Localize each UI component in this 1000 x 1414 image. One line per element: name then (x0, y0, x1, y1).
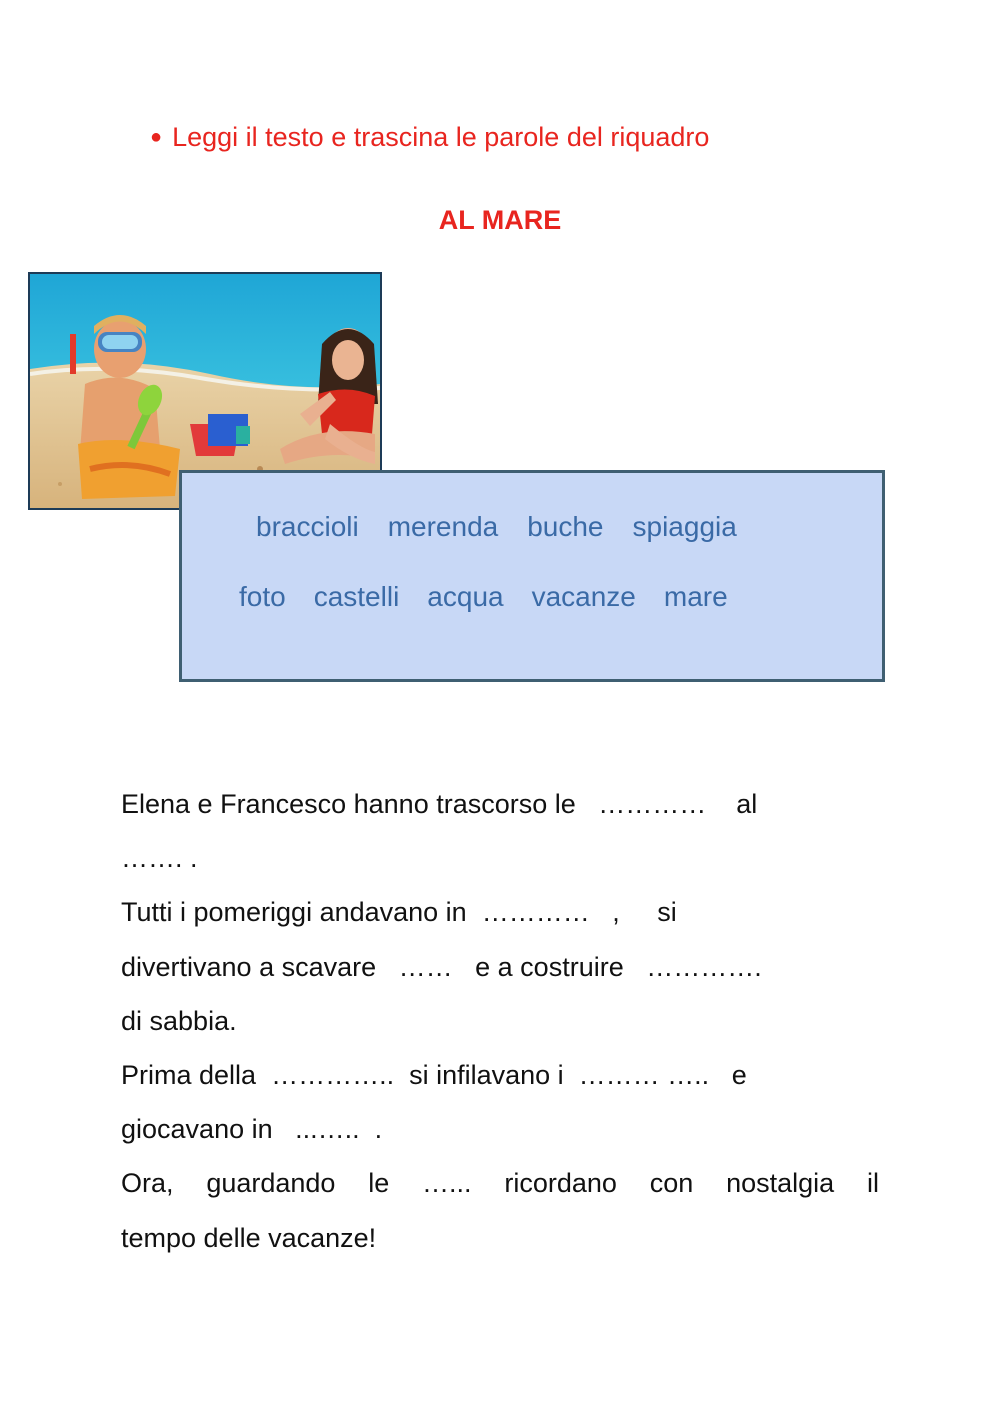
text-fragment: Ora, (121, 1168, 174, 1199)
page-title: AL MARE (438, 205, 562, 235)
instruction-text: Leggi il testo e trascina le parole del riquadro (172, 122, 710, 152)
text-line-2 (121, 831, 879, 885)
text-fragment: tempo delle vacanze! (121, 1222, 377, 1253)
text-fragment: Prima della (121, 1059, 272, 1090)
text-line-4 (121, 940, 879, 994)
word-bank-row-2 (239, 581, 728, 613)
word-castelli[interactable]: castelli (313, 581, 400, 612)
bullet-icon: ● (150, 126, 163, 148)
text-fragment: Elena e Francesco hanno trascorso le (121, 789, 599, 819)
blank-foto[interactable]: …... (422, 1168, 472, 1199)
word-bank (179, 470, 885, 682)
text-fragment: con (649, 1168, 694, 1199)
text-line-5 (121, 994, 879, 1048)
blank-spiaggia[interactable]: ………… (481, 897, 590, 928)
text-fragment: ricordano (504, 1168, 617, 1199)
word-merenda[interactable]: merenda (387, 511, 499, 542)
blank-acqua[interactable]: ...….. (295, 1114, 360, 1145)
blank-vacanze[interactable]: ………… (598, 789, 707, 819)
blank-braccioli[interactable]: ……… ….. (578, 1059, 710, 1090)
word-buche[interactable]: buche (527, 511, 604, 542)
exercise-text (121, 777, 879, 1265)
word-mare[interactable]: mare (663, 581, 728, 612)
word-acqua[interactable]: acqua (427, 581, 504, 612)
text-fragment: . (359, 1114, 383, 1145)
text-fragment: nostalgia (726, 1168, 835, 1199)
text-fragment: il (866, 1168, 879, 1199)
blank-mare[interactable]: ……. . (121, 843, 198, 874)
blank-buche[interactable]: …… (398, 951, 453, 982)
text-line-7 (121, 1102, 879, 1156)
word-vacanze[interactable]: vacanze (531, 581, 636, 612)
word-bank-row-1 (256, 511, 737, 543)
text-fragment: Tutti i pomeriggi andavano in (121, 897, 482, 928)
text-line-1 (121, 777, 879, 831)
text-fragment: e (709, 1059, 747, 1090)
text-line-6 (121, 1048, 879, 1102)
text-line-9 (121, 1211, 879, 1265)
text-fragment: e a costruire (452, 951, 647, 982)
blank-merenda[interactable]: ………….. (271, 1059, 395, 1090)
instruction (150, 122, 709, 153)
text-fragment: giocavano in (121, 1114, 296, 1145)
text-fragment: divertivano a scavare (121, 951, 399, 982)
word-spiaggia[interactable]: spiaggia (632, 511, 737, 542)
word-braccioli[interactable]: braccioli (256, 511, 359, 542)
text-fragment: , si (589, 897, 677, 928)
text-fragment: al (706, 789, 758, 819)
text-fragment: le (368, 1168, 390, 1199)
text-line-3 (121, 885, 879, 939)
blank-castelli[interactable]: …………. (646, 951, 762, 982)
text-line-8 (121, 1156, 879, 1210)
word-foto[interactable]: foto (239, 581, 286, 612)
text-fragment: guardando (206, 1168, 336, 1199)
text-fragment: si infilavano i (394, 1059, 579, 1090)
text-fragment: di sabbia. (121, 1005, 237, 1036)
